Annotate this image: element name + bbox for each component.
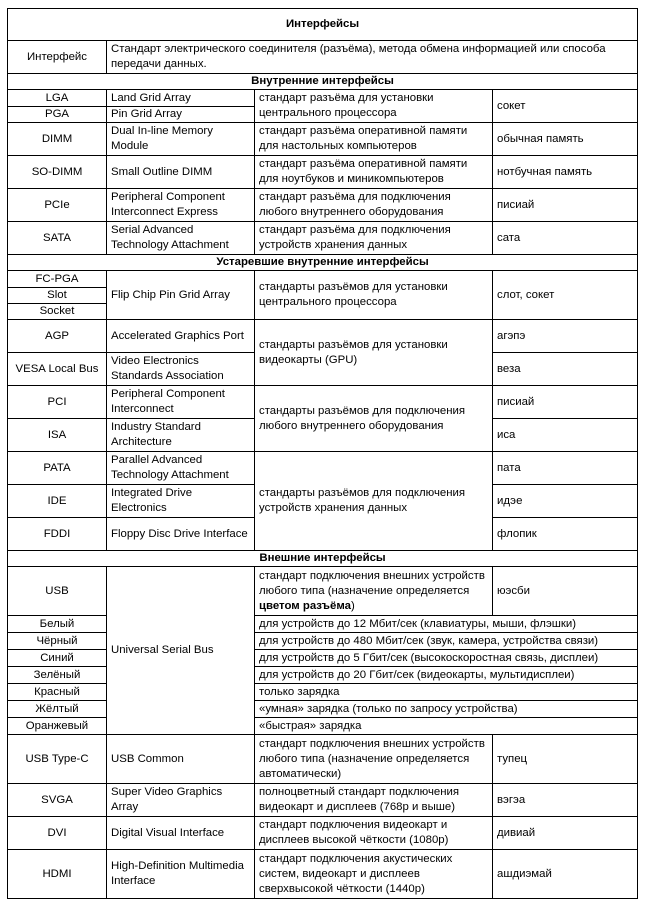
usb-color-black-desc: для устройств до 480 Мбит/сек (звук, камера, устройства связи)	[255, 633, 638, 650]
desc-legacy-cpu: стандарты разъёмов для установки центрального процессора	[255, 271, 493, 320]
slang-fddi: флопик	[493, 518, 638, 551]
full-vesa: Video Electronics Standards Association	[107, 353, 255, 386]
abbr-lga: LGA	[8, 90, 107, 107]
slang-svga: вэгэа	[493, 784, 638, 817]
usb-color-red-desc: только зарядка	[255, 684, 638, 701]
abbr-isa: ISA	[8, 419, 107, 452]
slang-legacy-cpu: слот, сокет	[493, 271, 638, 320]
abbr-sata: SATA	[8, 222, 107, 255]
desc-sodimm: стандарт разъёма оперативной памяти для ноутбуков и миникомпьютеров	[255, 156, 493, 189]
full-agp: Accelerated Graphics Port	[107, 320, 255, 353]
usb-color-white: Белый	[8, 616, 107, 633]
slang-sodimm: нотбучная память	[493, 156, 638, 189]
abbr-slot: Slot	[8, 288, 107, 304]
abbr-vesa: VESA Local Bus	[8, 353, 107, 386]
slang-isa: иса	[493, 419, 638, 452]
abbr-fcpga: FC-PGA	[8, 271, 107, 288]
section-header-external: Внешние интерфейсы	[8, 551, 638, 567]
desc-legacy-gpu: стандарты разъёмов для установки видеокарты (GPU)	[255, 320, 493, 386]
abbr-dimm: DIMM	[8, 123, 107, 156]
abbr-svga: SVGA	[8, 784, 107, 817]
full-hdmi: High-Definition Multimedia Interface	[107, 850, 255, 899]
abbr-dvi: DVI	[8, 817, 107, 850]
slang-agp: агэпэ	[493, 320, 638, 353]
slang-dvi: дивиай	[493, 817, 638, 850]
full-flip-chip: Flip Chip Pin Grid Array	[107, 271, 255, 320]
abbr-usb: USB	[8, 567, 107, 616]
slang-dimm: обычная память	[493, 123, 638, 156]
slang-pata: пата	[493, 452, 638, 485]
desc-legacy-any: стандарты разъёмов для подключения любого внутреннего оборудования	[255, 386, 493, 452]
slang-pci: писиай	[493, 386, 638, 419]
desc-hdmi: стандарт подключения акустических систем, видеокарт и дисплеев сверхвысокой чёткости (1440p)	[255, 850, 493, 899]
desc-usb	[255, 567, 493, 616]
usb-color-blue: Синий	[8, 650, 107, 667]
desc-pcie: стандарт разъёма для подключения любого внутреннего оборудования	[255, 189, 493, 222]
full-pci: Peripheral Component Interconnect	[107, 386, 255, 419]
usb-color-red: Красный	[8, 684, 107, 701]
desc-usb-bold: цветом разъёма	[259, 599, 351, 612]
abbr-agp: AGP	[8, 320, 107, 353]
abbr-hdmi: HDMI	[8, 850, 107, 899]
full-dvi: Digital Visual Interface	[107, 817, 255, 850]
abbr-pata: PATA	[8, 452, 107, 485]
abbr-pcie: PCIe	[8, 189, 107, 222]
desc-usb-text: стандарт подключения внешних устройств любого типа (назначение определяется	[259, 569, 485, 597]
desc-svga: полноцветный стандарт подключения видеокарт и дисплеев (768p и выше)	[255, 784, 493, 817]
full-pata: Parallel Advanced Technology Attachment	[107, 452, 255, 485]
abbr-pci: PCI	[8, 386, 107, 419]
desc-usbc: стандарт подключения внешних устройств любого типа (назначение определяется автоматически)	[255, 735, 493, 784]
full-sodimm: Small Outline DIMM	[107, 156, 255, 189]
usb-color-yellow: Жёлтый	[8, 701, 107, 718]
definition-term: Интерфейс	[8, 41, 107, 74]
full-pcie: Peripheral Component Interconnect Express	[107, 189, 255, 222]
full-svga: Super Video Graphics Array	[107, 784, 255, 817]
full-usbc: USB Common	[107, 735, 255, 784]
slang-usb: юэсби	[493, 567, 638, 616]
abbr-socket: Socket	[8, 304, 107, 320]
slang-ide: идэе	[493, 485, 638, 518]
slang-pcie: писиай	[493, 189, 638, 222]
usb-color-white-desc: для устройств до 12 Мбит/сек (клавиатуры, мыши, флэшки)	[255, 616, 638, 633]
abbr-ide: IDE	[8, 485, 107, 518]
slang-sata: сата	[493, 222, 638, 255]
full-usb: Universal Serial Bus	[107, 567, 255, 735]
full-lga: Land Grid Array	[107, 90, 255, 107]
slang-vesa: веза	[493, 353, 638, 386]
table-title: Интерфейсы	[8, 9, 638, 41]
full-sata: Serial Advanced Technology Attachment	[107, 222, 255, 255]
usb-color-orange: Оранжевый	[8, 718, 107, 735]
interfaces-table	[7, 8, 638, 899]
usb-color-blue-desc: для устройств до 5 Гбит/сек (высокоскоростная связь, дисплеи)	[255, 650, 638, 667]
full-dimm: Dual In-line Memory Module	[107, 123, 255, 156]
slang-usbc: тупец	[493, 735, 638, 784]
section-header-legacy: Устаревшие внутренние интерфейсы	[8, 255, 638, 271]
usb-color-yellow-desc: «умная» зарядка (только по запросу устройства)	[255, 701, 638, 718]
usb-color-black: Чёрный	[8, 633, 107, 650]
abbr-sodimm: SO-DIMM	[8, 156, 107, 189]
usb-color-orange-desc: «быстрая» зарядка	[255, 718, 638, 735]
desc-usb-tail: )	[350, 599, 355, 612]
abbr-usbc: USB Type-C	[8, 735, 107, 784]
definition-text: Стандарт электрического соединителя (разъёма), метода обмена информацией или способа передачи данных.	[107, 41, 638, 74]
abbr-pga: PGA	[8, 107, 107, 123]
section-header-internal: Внутренние интерфейсы	[8, 74, 638, 90]
slang-hdmi: ашдиэмай	[493, 850, 638, 899]
usb-color-green: Зелёный	[8, 667, 107, 684]
full-fddi: Floppy Disc Drive Interface	[107, 518, 255, 551]
full-isa: Industry Standard Architecture	[107, 419, 255, 452]
abbr-fddi: FDDI	[8, 518, 107, 551]
desc-cpu-socket: стандарт разъёма для установки центрального процессора	[255, 90, 493, 123]
desc-dimm: стандарт разъёма оперативной памяти для настольных компьютеров	[255, 123, 493, 156]
full-ide: Integrated Drive Electronics	[107, 485, 255, 518]
slang-cpu-socket: сокет	[493, 90, 638, 123]
desc-sata: стандарт разъёма для подключения устройств хранения данных	[255, 222, 493, 255]
desc-legacy-storage: стандарты разъёмов для подключения устройств хранения данных	[255, 452, 493, 551]
desc-dvi: стандарт подключения видеокарт и дисплеев высокой чёткости (1080p)	[255, 817, 493, 850]
full-pga: Pin Grid Array	[107, 107, 255, 123]
usb-color-green-desc: для устройств до 20 Гбит/сек (видеокарты, мультидисплеи)	[255, 667, 638, 684]
